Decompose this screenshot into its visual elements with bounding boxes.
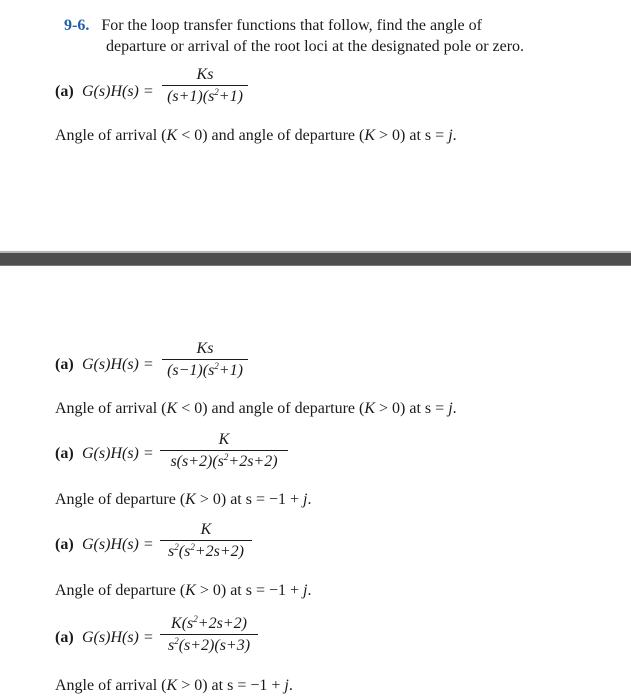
- item-label: (a): [55, 445, 74, 462]
- numerator: Ks: [196, 66, 214, 83]
- numerator: Ks: [196, 340, 214, 357]
- item-2-equation: [55, 340, 315, 386]
- denominator: $s^2(s^2+2s+2)$: [168, 542, 244, 560]
- item-label: (a): [55, 536, 74, 553]
- denominator: $s(s+2)(s^2+2s+2)$: [170, 452, 278, 470]
- item-label: (a): [55, 356, 74, 373]
- transfer-function-lhs: G(s)H(s) =: [82, 445, 154, 462]
- item-2-note: Angle of arrival (K < 0) and angle of departure (K > 0) at s = j.: [55, 400, 457, 417]
- problem-intro-line2: departure or arrival of the root loci at the designated pole or zero.: [106, 38, 525, 55]
- fraction: [160, 431, 288, 471]
- problem-header: [64, 16, 482, 36]
- item-label: (a): [55, 83, 74, 100]
- numerator: K: [200, 521, 212, 538]
- item-3-equation: [55, 431, 315, 477]
- item-4-note: Angle of departure (K > 0) at s = −1 + j.: [55, 582, 312, 599]
- item-3-note: Angle of departure (K > 0) at s = −1 + j.: [55, 491, 312, 508]
- item-5-equation: [55, 615, 315, 661]
- transfer-function-lhs: G(s)H(s) =: [82, 356, 154, 373]
- fraction: [162, 340, 248, 380]
- item-4-equation: [55, 521, 315, 567]
- fraction: [160, 521, 252, 561]
- transfer-function-lhs: G(s)H(s) =: [82, 536, 154, 553]
- fraction: [160, 615, 258, 655]
- numerator: $K(s^2+2s+2)$: [171, 614, 247, 632]
- item-label: (a): [55, 629, 74, 646]
- page-divider: [0, 251, 631, 266]
- item-5-note: Angle of arrival (K > 0) at s = −1 + j.: [55, 677, 293, 694]
- denominator: $(s+1)(s^2+1)$: [167, 87, 243, 105]
- problem-intro-line1: For the loop transfer functions that follow, find the angle of: [101, 17, 482, 34]
- transfer-function-lhs: G(s)H(s) =: [82, 83, 154, 100]
- fraction: [162, 66, 248, 106]
- problem-number: 9-6.: [64, 17, 90, 34]
- denominator: $s^2(s+2)(s+3)$: [167, 636, 251, 654]
- numerator: K: [218, 431, 230, 448]
- item-1-equation: [55, 66, 315, 112]
- transfer-function-lhs: G(s)H(s) =: [82, 629, 154, 646]
- item-1-note: Angle of arrival (K < 0) and angle of departure (K > 0) at s = j.: [55, 127, 457, 144]
- denominator: $(s-1)(s^2+1)$: [167, 361, 243, 379]
